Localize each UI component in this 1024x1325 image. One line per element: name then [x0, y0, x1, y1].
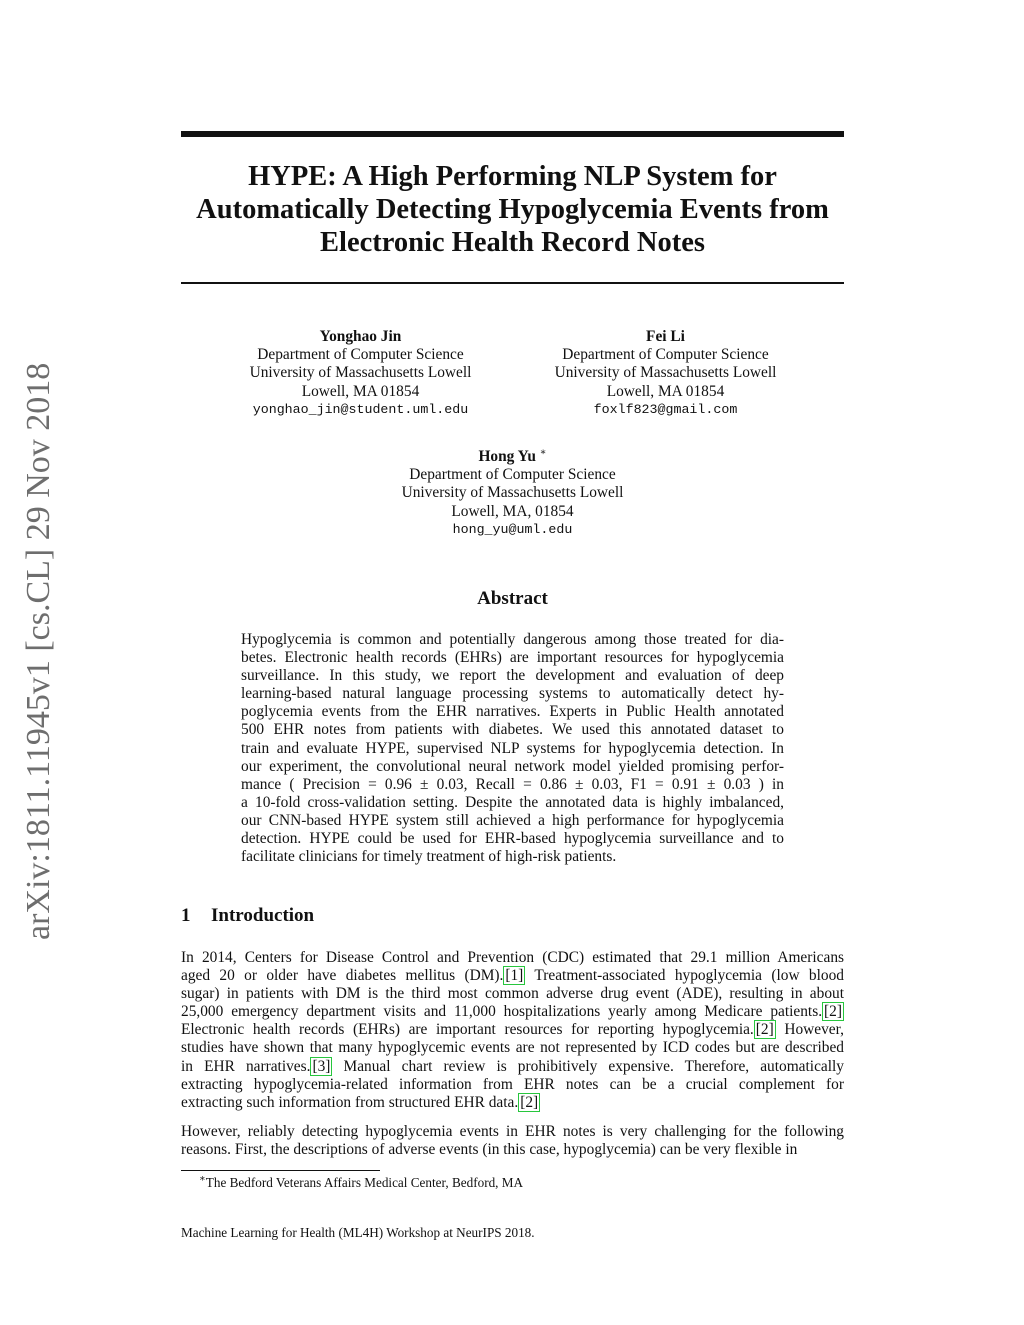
author-department: Department of Computer Science — [409, 466, 616, 484]
text-line: extracting such information from structured EHR data. [2] — [181, 1093, 539, 1111]
abstract-heading: Abstract — [477, 588, 548, 609]
text-line: in EHR narratives. [3] Manual chart review is prohibitively expensive. Therefore, automatically — [181, 1057, 844, 1075]
text-line: facilitate clinicians for timely treatment of high-risk patients. — [241, 848, 617, 866]
author-block-2 — [513, 328, 818, 419]
author-name-line — [360, 448, 665, 466]
author-address: Lowell, MA 01854 — [606, 382, 725, 400]
title-bottom-rule — [181, 282, 844, 284]
citation-link[interactable]: [1] — [505, 967, 524, 985]
text-line: Hypoglycemia is common and potentially dangerous among those treated for dia- — [241, 631, 784, 648]
footnote — [199, 1175, 523, 1191]
text-line: learning-based natural language processing systems to automatically detect hy- — [241, 685, 784, 703]
text-line: our experiment, the convolutional neural network model yielded promising perfor- — [241, 757, 784, 775]
footnote-marker: ∗ — [199, 1173, 206, 1185]
title-line: Automatically Detecting Hypoglycemia Events from — [196, 194, 829, 225]
section-heading — [181, 905, 314, 927]
text-line: extracting hypoglycemia-related information from EHR notes can be a crucial complement for — [181, 1075, 844, 1093]
text-line: our CNN-based HYPE system still achieved a high performance for hypoglycemia — [241, 811, 784, 829]
author-name: Yonghao Jin — [319, 328, 402, 345]
abstract-body — [241, 631, 784, 866]
citation-link[interactable]: [2] — [824, 1003, 842, 1021]
text-line: studies have shown that many hypoglycemic events are not represented by ICD codes but are described — [181, 1039, 844, 1057]
text-line: mance ( Precision = 0.96 ± 0.03, Recall = 0.86 ± 0.03, F1 = 0.91 ± 0.03 ) in — [241, 775, 784, 793]
author-department: Department of Computer Science — [257, 346, 464, 364]
section-number: 1 — [181, 905, 191, 926]
text-line: detection. HYPE could be used for EHR-based hypoglycemia surveillance and to — [241, 830, 784, 848]
author-university: University of Massachusetts Lowell — [401, 484, 624, 502]
title-line: HYPE: A High Performing NLP System for — [248, 161, 777, 192]
author-block-1 — [208, 328, 513, 419]
text-line: poglycemia events from the EHR narratives. Experts in Public Health annotated — [241, 703, 784, 721]
text-line: However, reliably detecting hypoglycemia events in EHR notes is very challenging for the following — [181, 1123, 844, 1140]
author-university: University of Massachusetts Lowell — [554, 364, 777, 382]
text-line: In 2014, Centers for Disease Control and Prevention (CDC) estimated that 29.1 million Americans — [181, 949, 844, 966]
footnote-rule — [181, 1170, 380, 1171]
text-line: 500 EHR notes from patients with diabetes. We used this annotated dataset to — [241, 721, 784, 739]
arxiv-identifier: arXiv:1811.11945v1 [cs.CL] 29 Nov 2018 — [20, 362, 57, 940]
author-block-3 — [360, 448, 665, 539]
author-name: Hong Yu — [478, 448, 536, 465]
author-email[interactable]: hong_yu@uml.edu — [452, 521, 573, 537]
text-line: surveillance. In this study, we report the development and evaluation of deep — [241, 667, 784, 685]
author-email[interactable]: yonghao_jin@student.uml.edu — [252, 401, 469, 417]
venue-note: Machine Learning for Health (ML4H) Workshop at NeurIPS 2018. — [181, 1225, 535, 1240]
text-line: a 10-fold cross-validation setting. Despite the annotated data is highly imbalanced, — [241, 793, 784, 811]
author-address: Lowell, MA 01854 — [301, 382, 420, 400]
section-title: Introduction — [211, 905, 315, 926]
author-address: Lowell, MA, 01854 — [451, 502, 574, 520]
paper-title — [181, 160, 844, 259]
citation-link[interactable]: [2] — [520, 1093, 539, 1111]
title-line: Electronic Health Record Notes — [320, 227, 705, 258]
author-name: Fei Li — [646, 328, 685, 345]
author-email[interactable]: foxlf823@gmail.com — [593, 401, 738, 417]
text-line: Electronic health records (EHRs) are important resources for reporting hypoglycemia. [2] However, — [181, 1021, 844, 1039]
citation-link[interactable]: [3] — [312, 1057, 331, 1075]
text-line: reasons. First, the descriptions of adverse events (in this case, hypoglycemia) can be very flexible in — [181, 1141, 798, 1159]
text-line: sugar) in patients with DM is the third most common adverse drug event (ADE), resulting in about — [181, 985, 844, 1003]
author-department: Department of Computer Science — [562, 346, 769, 364]
footnote-marker: ∗ — [539, 446, 547, 458]
text-line: 25,000 emergency department visits and 11,000 hospitalizations yearly among Medicare patients. [2] — [181, 1003, 842, 1021]
title-top-rule — [181, 131, 844, 137]
author-university: University of Massachusetts Lowell — [249, 364, 472, 382]
text-line: betes. Electronic health records (EHRs) are important resources for hypoglycemia — [241, 649, 784, 667]
text-line: train and evaluate HYPE, supervised NLP systems for hypoglycemia detection. In — [241, 739, 784, 757]
intro-paragraph-2 — [181, 1123, 844, 1159]
citation-link[interactable]: [2] — [755, 1021, 774, 1039]
footnote-text: The Bedford Veterans Affairs Medical Center, Bedford, MA — [205, 1175, 524, 1190]
text-line: aged 20 or older have diabetes mellitus (DM). [1] Treatment-associated hypoglycemia (low blood — [181, 967, 844, 985]
intro-paragraph-1 — [181, 949, 844, 1112]
